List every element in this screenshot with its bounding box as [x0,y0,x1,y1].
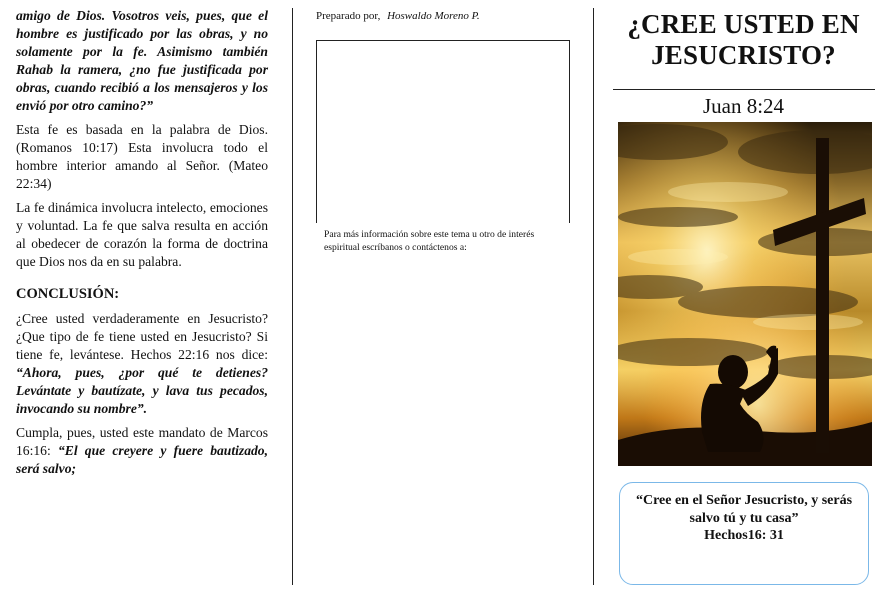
title-line-1: ¿CREE USTED EN [627,9,860,39]
info-text: Para más información sobre este tema u otro de interés espiritual escríbanos o contáctenos a: [324,229,535,253]
verse-citation: Hechos16: 31 [704,528,784,543]
conclusion-heading: CONCLUSIÓN: [16,286,120,302]
fold-divider-left [292,8,293,585]
conclusion-quote: “Ahora, pues, ¿por qué te detienes? Levántate y bautízate, y lava tus pecados, invocando su nombre”. [16,365,268,416]
left-panel [16,7,268,484]
intro-quote: amigo de Dios. Vosotros veis, pues, que el hombre es justificado por las obras, y no solamente por la fe. Asimismo también Rahab la ramera, ¿no fue justificada por obras, cuando recibió a los mensajeros y los envió por otro camino?” [16,8,268,113]
fold-divider-right [593,8,594,585]
prepared-label: Preparado por, [316,10,381,22]
mandate-paragraph [16,424,268,478]
prepared-by [316,10,480,22]
conclusion-paragraph [16,310,268,418]
verse-reference: Juan 8:24 [702,94,785,118]
verse-quote-box [619,482,869,585]
author-name: Hoswaldo Moreno P. [387,10,480,22]
paragraph-dynamic-faith: La fe dinámica involucra intelecto, emociones y voluntad. La fe que salva resulta en acción al obedecer de corazón la forma de doctrina que Dios nos da en su palabra. [16,200,268,269]
mandate-text: Cumpla, pues, usted este mandato de Marcos 16:16: [16,425,268,458]
verse-quote: “Cree en el Señor Jesucristo, y serás salvo tú y tu casa” [635,493,853,526]
title-rule [613,89,875,90]
mandate-quote: “El que creyere y fuere bautizado, será salvo; [16,443,268,476]
page-title [611,9,876,71]
conclusion-text: ¿Cree usted verdaderamente en Jesucristo? ¿Que tipo de fe tiene usted en Jesucristo? Si tiene fe, levántese. Hechos 22:16 nos dice: [16,311,268,362]
contact-box [316,40,570,223]
title-line-2: JESUCRISTO? [651,40,836,70]
cross-prayer-image [618,122,872,466]
paragraph-faith-word: Esta fe es basada en la palabra de Dios. (Romanos 10:17) Esta involucra todo el hombre interior amando al Señor. (Mateo 22:34) [16,122,268,191]
